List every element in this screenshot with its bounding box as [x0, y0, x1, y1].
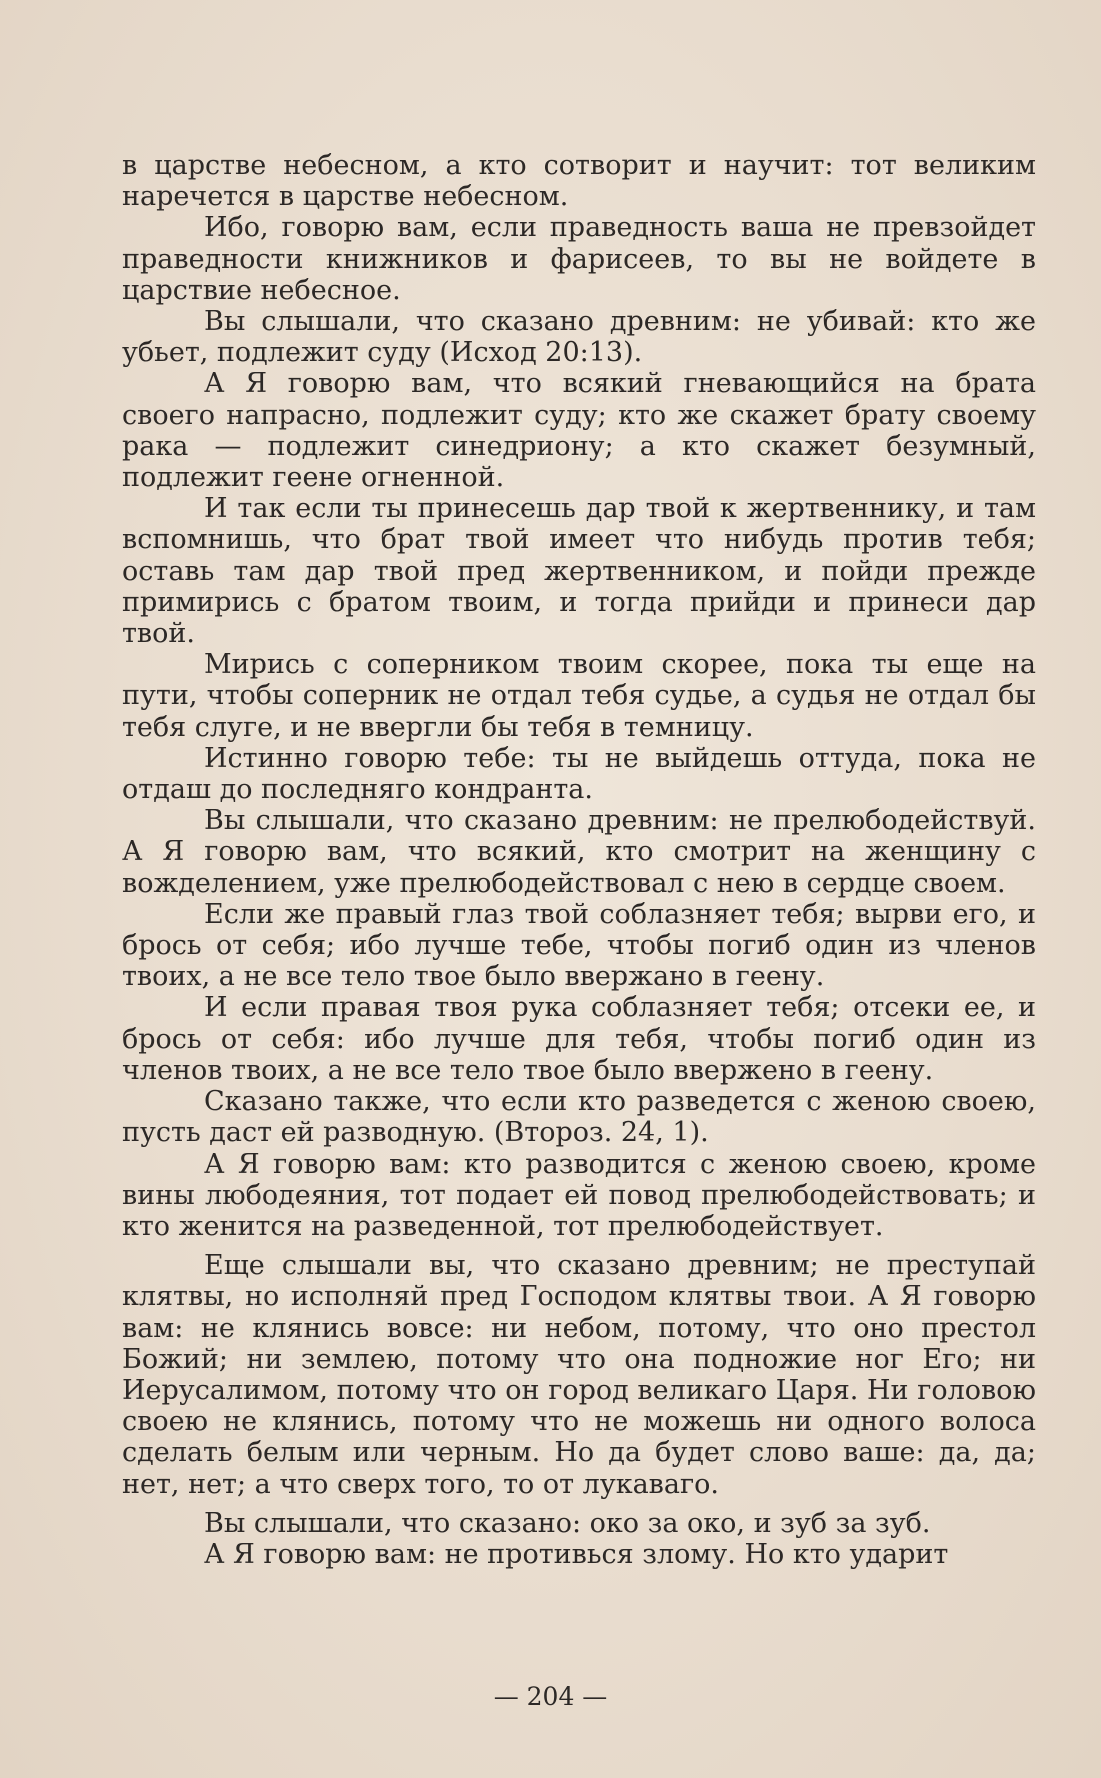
paragraph: Мирись с соперником твоим скорее, пока ты еще на пути, чтобы соперник не отдал тебя судье, а судья не отдал бы тебя слуге, и не ввергли бы тебя в темницу.: [122, 649, 1036, 743]
body-text: [122, 150, 1036, 1570]
page-number: — 204 —: [493, 1682, 608, 1711]
paragraph: Вы слышали, что сказано древним: не убивай: кто же убьет, подлежит суду (Исход 20:13).: [122, 306, 1036, 369]
paragraph: в царстве небесном, а кто сотворит и научит: тот великим наречется в царстве небесном.: [122, 150, 1036, 213]
paragraph: Вы слышали, что сказано древним: не прелюбодействуй. А Я говорю вам, что всякий, кто смотрит на женщину с вожделением, уже прелюбодействовал с нею в сердце своем.: [122, 805, 1036, 899]
paragraph: Сказано также, что если кто разведется с женою своею, пусть даст ей разводную. (Второз. 24, 1).: [122, 1086, 1036, 1149]
paragraph: Вы слышали, что сказано: око за око, и зуб за зуб.: [204, 1507, 931, 1539]
paragraph: Истинно говорю тебе: ты не выйдешь оттуда, пока не отдаш до последняго кондранта.: [122, 742, 1036, 806]
paragraph: Ибо, говорю вам, если праведность ваша не превзойдет праведности книжников и фарисеев, то вы не войдете в царствие небесное.: [122, 212, 1036, 306]
paragraph: Еще слышали вы, что сказано древним; не преступай клятвы, но исполняй пред Господом клятвы твои. А Я говорю вам: не клянись вовсе: ни небом, потому, что оно престол Божий; ни землею, потому что она подножие ног Его; ни Иерусалимом, потому что он город великаго Царя. Ни головою своею не клянись, потому что не можешь ни одного волоса сделать белым или черным. Но да будет слово ваше: да, да; нет, нет; а что сверх того, то от лукаваго.: [122, 1250, 1036, 1500]
paragraph: Если же правый глаз твой соблазняет тебя; вырви его, и брось от себя; ибо лучше тебе, чтобы погиб один из членов твоих, а не все тело твое было ввержано в геену.: [122, 898, 1036, 993]
paragraph: А Я говорю вам: кто разводится с женою своею, кроме вины любодеяния, тот подает ей повод прелюбодействовать; и кто женится на разведенной, тот прелюбодействует.: [122, 1148, 1036, 1242]
paragraph: И если правая твоя рука соблазняет тебя; отсеки ее, и брось от себя: ибо лучше для тебя, чтобы погиб один из членов твоих, а не все тело твое было ввержено в геену.: [122, 992, 1036, 1086]
paragraph: А Я говорю вам, что всякий гневающийся на брата своего напрасно, подлежит суду; кто же скажет брату своему рака — подлежит синедриону; а кто скажет безумный, подлежит геене огненной.: [122, 368, 1036, 494]
paragraph: И так если ты принесешь дар твой к жертвеннику, и там вспомнишь, что брат твой имеет что нибудь против тебя; оставь там дар твой пред жертвенником, и пойди прежде примирись с братом твоим, и тогда прийди и принеси дар твой.: [122, 493, 1036, 650]
paragraph: А Я говорю вам: не противься злому. Но кто ударит: [204, 1538, 949, 1570]
